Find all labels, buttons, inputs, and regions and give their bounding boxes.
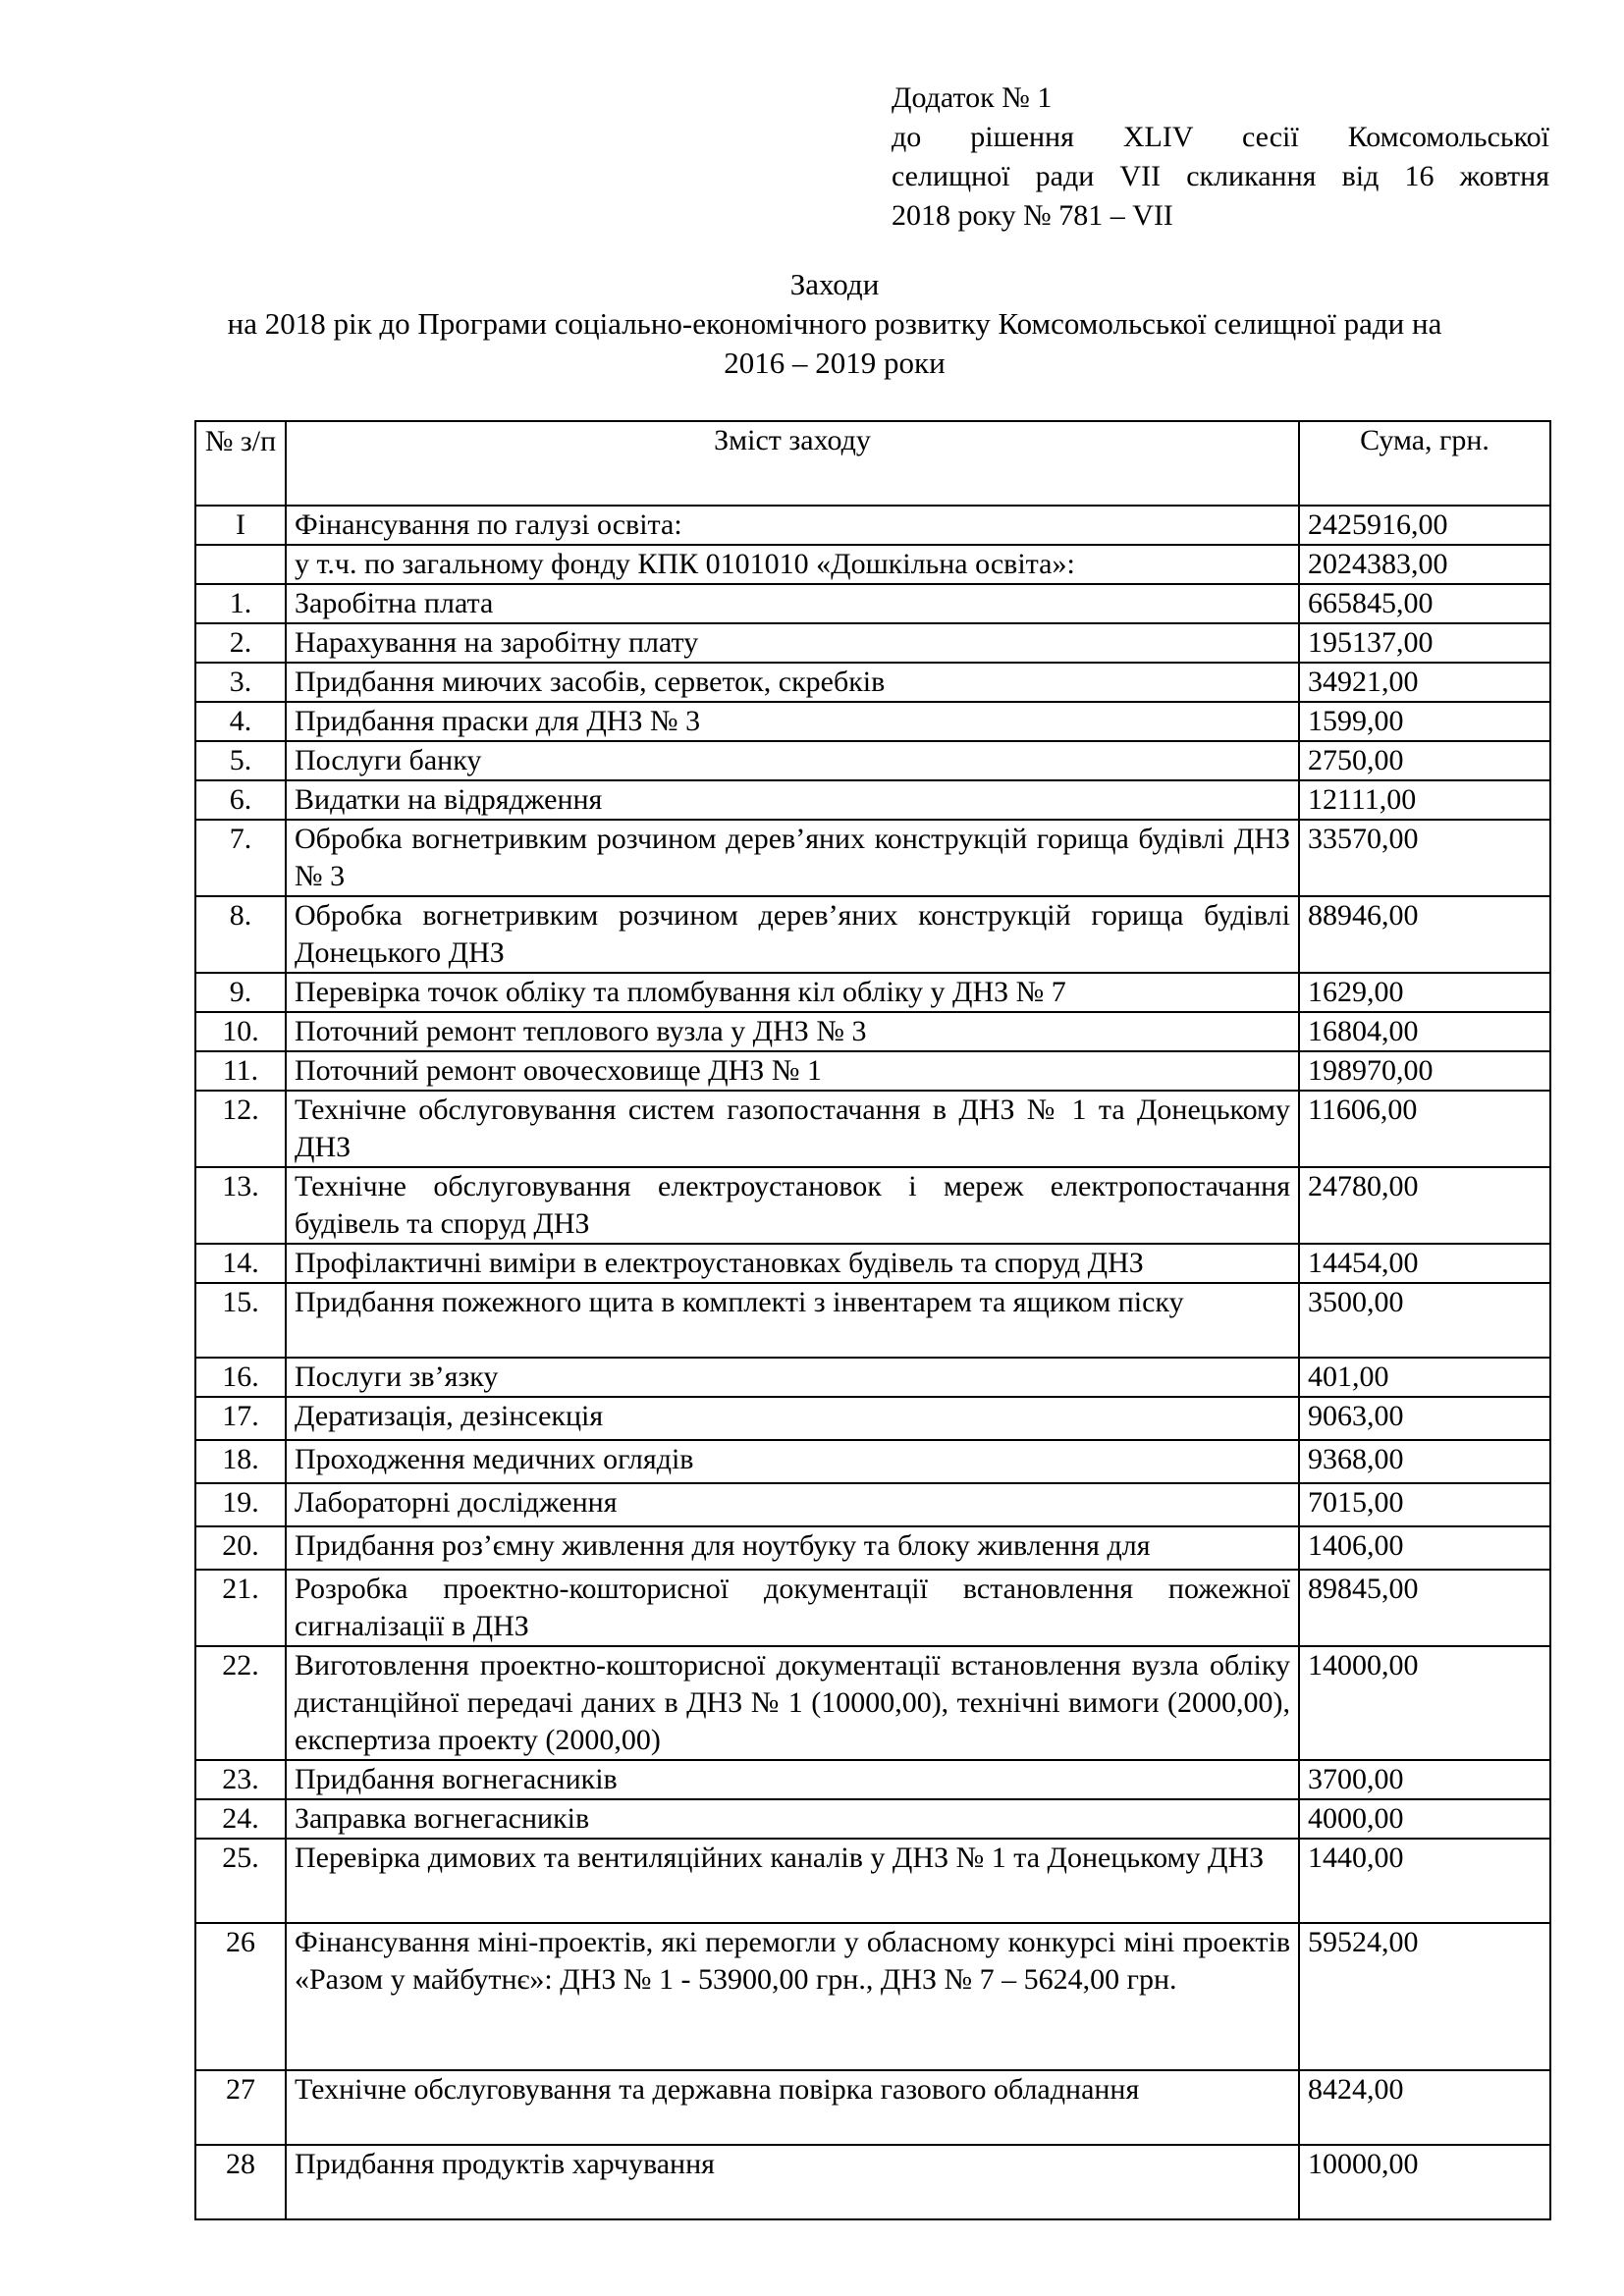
row-description: Технічне обслуговування та державна повірка газового обладнання [286,2070,1299,2145]
heading-title: Заходи [789,267,880,301]
row-number: 25. [195,1839,286,1923]
header-sum: Сума, грн. [1299,421,1550,506]
row-description: Придбання вогнегасників [286,1760,1299,1799]
row-description: Профілактичні виміри в електроустановках будівель та споруд ДНЗ [286,1244,1299,1283]
document-heading [147,265,1522,383]
table-row [195,820,1550,896]
row-number: 10. [195,1012,286,1051]
row-description: Заробітна плата [286,584,1299,623]
row-description: Дератизація, дезінсекція [286,1397,1299,1440]
row-number: 23. [195,1760,286,1799]
row-sum: 195137,00 [1299,623,1550,663]
row-sum: 24780,00 [1299,1167,1550,1244]
subsection-sum: 2024383,00 [1299,545,1550,584]
row-number: 5. [195,741,286,780]
row-sum: 1406,00 [1299,1526,1550,1570]
table-row [195,1923,1550,2070]
row-number: 19. [195,1483,286,1526]
row-description: Поточний ремонт овочесховище ДНЗ № 1 [286,1051,1299,1091]
table-row [195,780,1550,820]
row-description: Поточний ремонт теплового вузла у ДНЗ № 3 [286,1012,1299,1051]
row-sum: 665845,00 [1299,584,1550,623]
subsection-row [195,545,1550,584]
table-row [195,2145,1550,2219]
row-sum: 1599,00 [1299,702,1550,741]
table-row [195,1526,1550,1570]
table-row [195,1051,1550,1091]
row-description: Технічне обслуговування електроустановок і мереж електропостачання будівель та споруд ДНЗ [286,1167,1299,1244]
table-row [195,1358,1550,1397]
addendum-line: до рішення XLIV сесії Комсомольської [892,121,1549,153]
table-row [195,1091,1550,1167]
row-sum: 3500,00 [1299,1283,1550,1358]
row-sum: 9063,00 [1299,1397,1550,1440]
row-sum: 59524,00 [1299,1923,1550,2070]
table-row [195,1760,1550,1799]
subsection-number [195,545,286,584]
row-number: 9. [195,973,286,1012]
row-sum: 9368,00 [1299,1440,1550,1483]
row-description: Технічне обслуговування систем газопостачання в ДНЗ № 1 та Донецькому ДНЗ [286,1091,1299,1167]
table-row [195,896,1550,973]
row-description: Послуги банку [286,741,1299,780]
row-description: Заправка вогнегасників [286,1799,1299,1839]
addendum-line: селищної ради VII скликання від 16 жовтня [892,160,1549,192]
row-sum: 198970,00 [1299,1051,1550,1091]
row-description: Перевірка димових та вентиляційних каналів у ДНЗ № 1 та Донецькому ДНЗ [286,1839,1299,1923]
row-sum: 34921,00 [1299,663,1550,702]
row-number: 17. [195,1397,286,1440]
row-number: 28 [195,2145,286,2219]
table-row [195,1283,1550,1358]
header-number: № з/п [195,421,286,506]
row-number: 8. [195,896,286,973]
table-row [195,1570,1550,1646]
row-description: Придбання миючих засобів, серветок, скребків [286,663,1299,702]
section-row [195,506,1550,545]
row-description: Проходження медичних оглядів [286,1440,1299,1483]
header-content: Зміст заходу [286,421,1299,506]
addendum-block [892,79,1549,236]
table-header-row [195,421,1550,506]
table-row [195,973,1550,1012]
row-sum: 89845,00 [1299,1570,1550,1646]
table-body [195,506,1550,2219]
addendum-title: Додаток № 1 [892,81,1053,114]
table-row [195,1440,1550,1483]
row-number: 24. [195,1799,286,1839]
row-sum: 10000,00 [1299,2145,1550,2219]
row-sum: 88946,00 [1299,896,1550,973]
row-sum: 7015,00 [1299,1483,1550,1526]
section-number: I [195,506,286,545]
row-number: 18. [195,1440,286,1483]
row-sum: 33570,00 [1299,820,1550,896]
table-row [195,1397,1550,1440]
row-number: 6. [195,780,286,820]
table-row [195,1483,1550,1526]
measures-table [194,420,1551,2220]
row-number: 4. [195,702,286,741]
row-sum: 8424,00 [1299,2070,1550,2145]
table-row [195,1167,1550,1244]
row-number: 12. [195,1091,286,1167]
row-sum: 4000,00 [1299,1799,1550,1839]
row-sum: 401,00 [1299,1358,1550,1397]
row-sum: 14000,00 [1299,1646,1550,1760]
row-description: Придбання роз’ємну живлення для ноутбуку та блоку живлення для [286,1526,1299,1570]
section-sum: 2425916,00 [1299,506,1550,545]
row-description: Розробка проектно-кошторисної документації встановлення пожежної сигналізації в ДНЗ [286,1570,1299,1646]
row-number: 22. [195,1646,286,1760]
row-sum: 11606,00 [1299,1091,1550,1167]
row-number: 15. [195,1283,286,1358]
table-row [195,623,1550,663]
table-row [195,741,1550,780]
heading-subtitle: 2016 – 2019 роки [724,346,946,380]
row-number: 2. [195,623,286,663]
row-sum: 14454,00 [1299,1244,1550,1283]
row-description: Лабораторні дослідження [286,1483,1299,1526]
row-description: Придбання праски для ДНЗ № 3 [286,702,1299,741]
row-description: Нарахування на заробітну плату [286,623,1299,663]
row-number: 7. [195,820,286,896]
row-number: 14. [195,1244,286,1283]
table-row [195,584,1550,623]
row-sum: 3700,00 [1299,1760,1550,1799]
row-description: Перевірка точок обліку та пломбування кіл обліку у ДНЗ № 7 [286,973,1299,1012]
row-number: 3. [195,663,286,702]
row-number: 20. [195,1526,286,1570]
row-description: Придбання пожежного щита в комплекті з інвентарем та ящиком піску [286,1283,1299,1358]
table-row [195,1799,1550,1839]
table-row [195,1839,1550,1923]
row-sum: 2750,00 [1299,741,1550,780]
row-number: 26 [195,1923,286,2070]
table-row [195,2070,1550,2145]
section-title: Фінансування по галузі освіта: [286,506,1299,545]
table-row [195,1012,1550,1051]
row-sum: 16804,00 [1299,1012,1550,1051]
table-row [195,1646,1550,1760]
row-number: 21. [195,1570,286,1646]
heading-subtitle: на 2018 рік до Програми соціально-економічного розвитку Комсомольської селищної ради на [227,306,1442,341]
row-description: Послуги зв’язку [286,1358,1299,1397]
row-sum: 12111,00 [1299,780,1550,820]
addendum-line: 2018 року № 781 – VII [892,199,1173,232]
row-sum: 1440,00 [1299,1839,1550,1923]
table-row [195,663,1550,702]
row-description: Обробка вогнетривким розчином дерев’яних конструкцій горища будівлі Донецького ДНЗ [286,896,1299,973]
table-row [195,702,1550,741]
row-number: 11. [195,1051,286,1091]
row-description: Придбання продуктів харчування [286,2145,1299,2219]
row-number: 1. [195,584,286,623]
row-number: 13. [195,1167,286,1244]
row-description: Обробка вогнетривким розчином дерев’яних конструкцій горища будівлі ДНЗ № 3 [286,820,1299,896]
table-row [195,1244,1550,1283]
row-number: 16. [195,1358,286,1397]
row-description: Виготовлення проектно-кошторисної документації встановлення вузла обліку дистанційної передачі даних в ДНЗ № 1 (10000,00), технічні вимоги (2000,00), експертиза проекту (2000,00) [286,1646,1299,1760]
row-sum: 1629,00 [1299,973,1550,1012]
row-description: Видатки на відрядження [286,780,1299,820]
row-number: 27 [195,2070,286,2145]
row-description: Фінансування міні-проектів, які перемогли у обласному конкурсі міні проектів «Разом у майбутнє»: ДНЗ № 1 - 53900,00 грн., ДНЗ № 7 – 5624,00 грн. [286,1923,1299,2070]
subsection-title: у т.ч. по загальному фонду КПК 0101010 «Дошкільна освіта»: [286,545,1299,584]
